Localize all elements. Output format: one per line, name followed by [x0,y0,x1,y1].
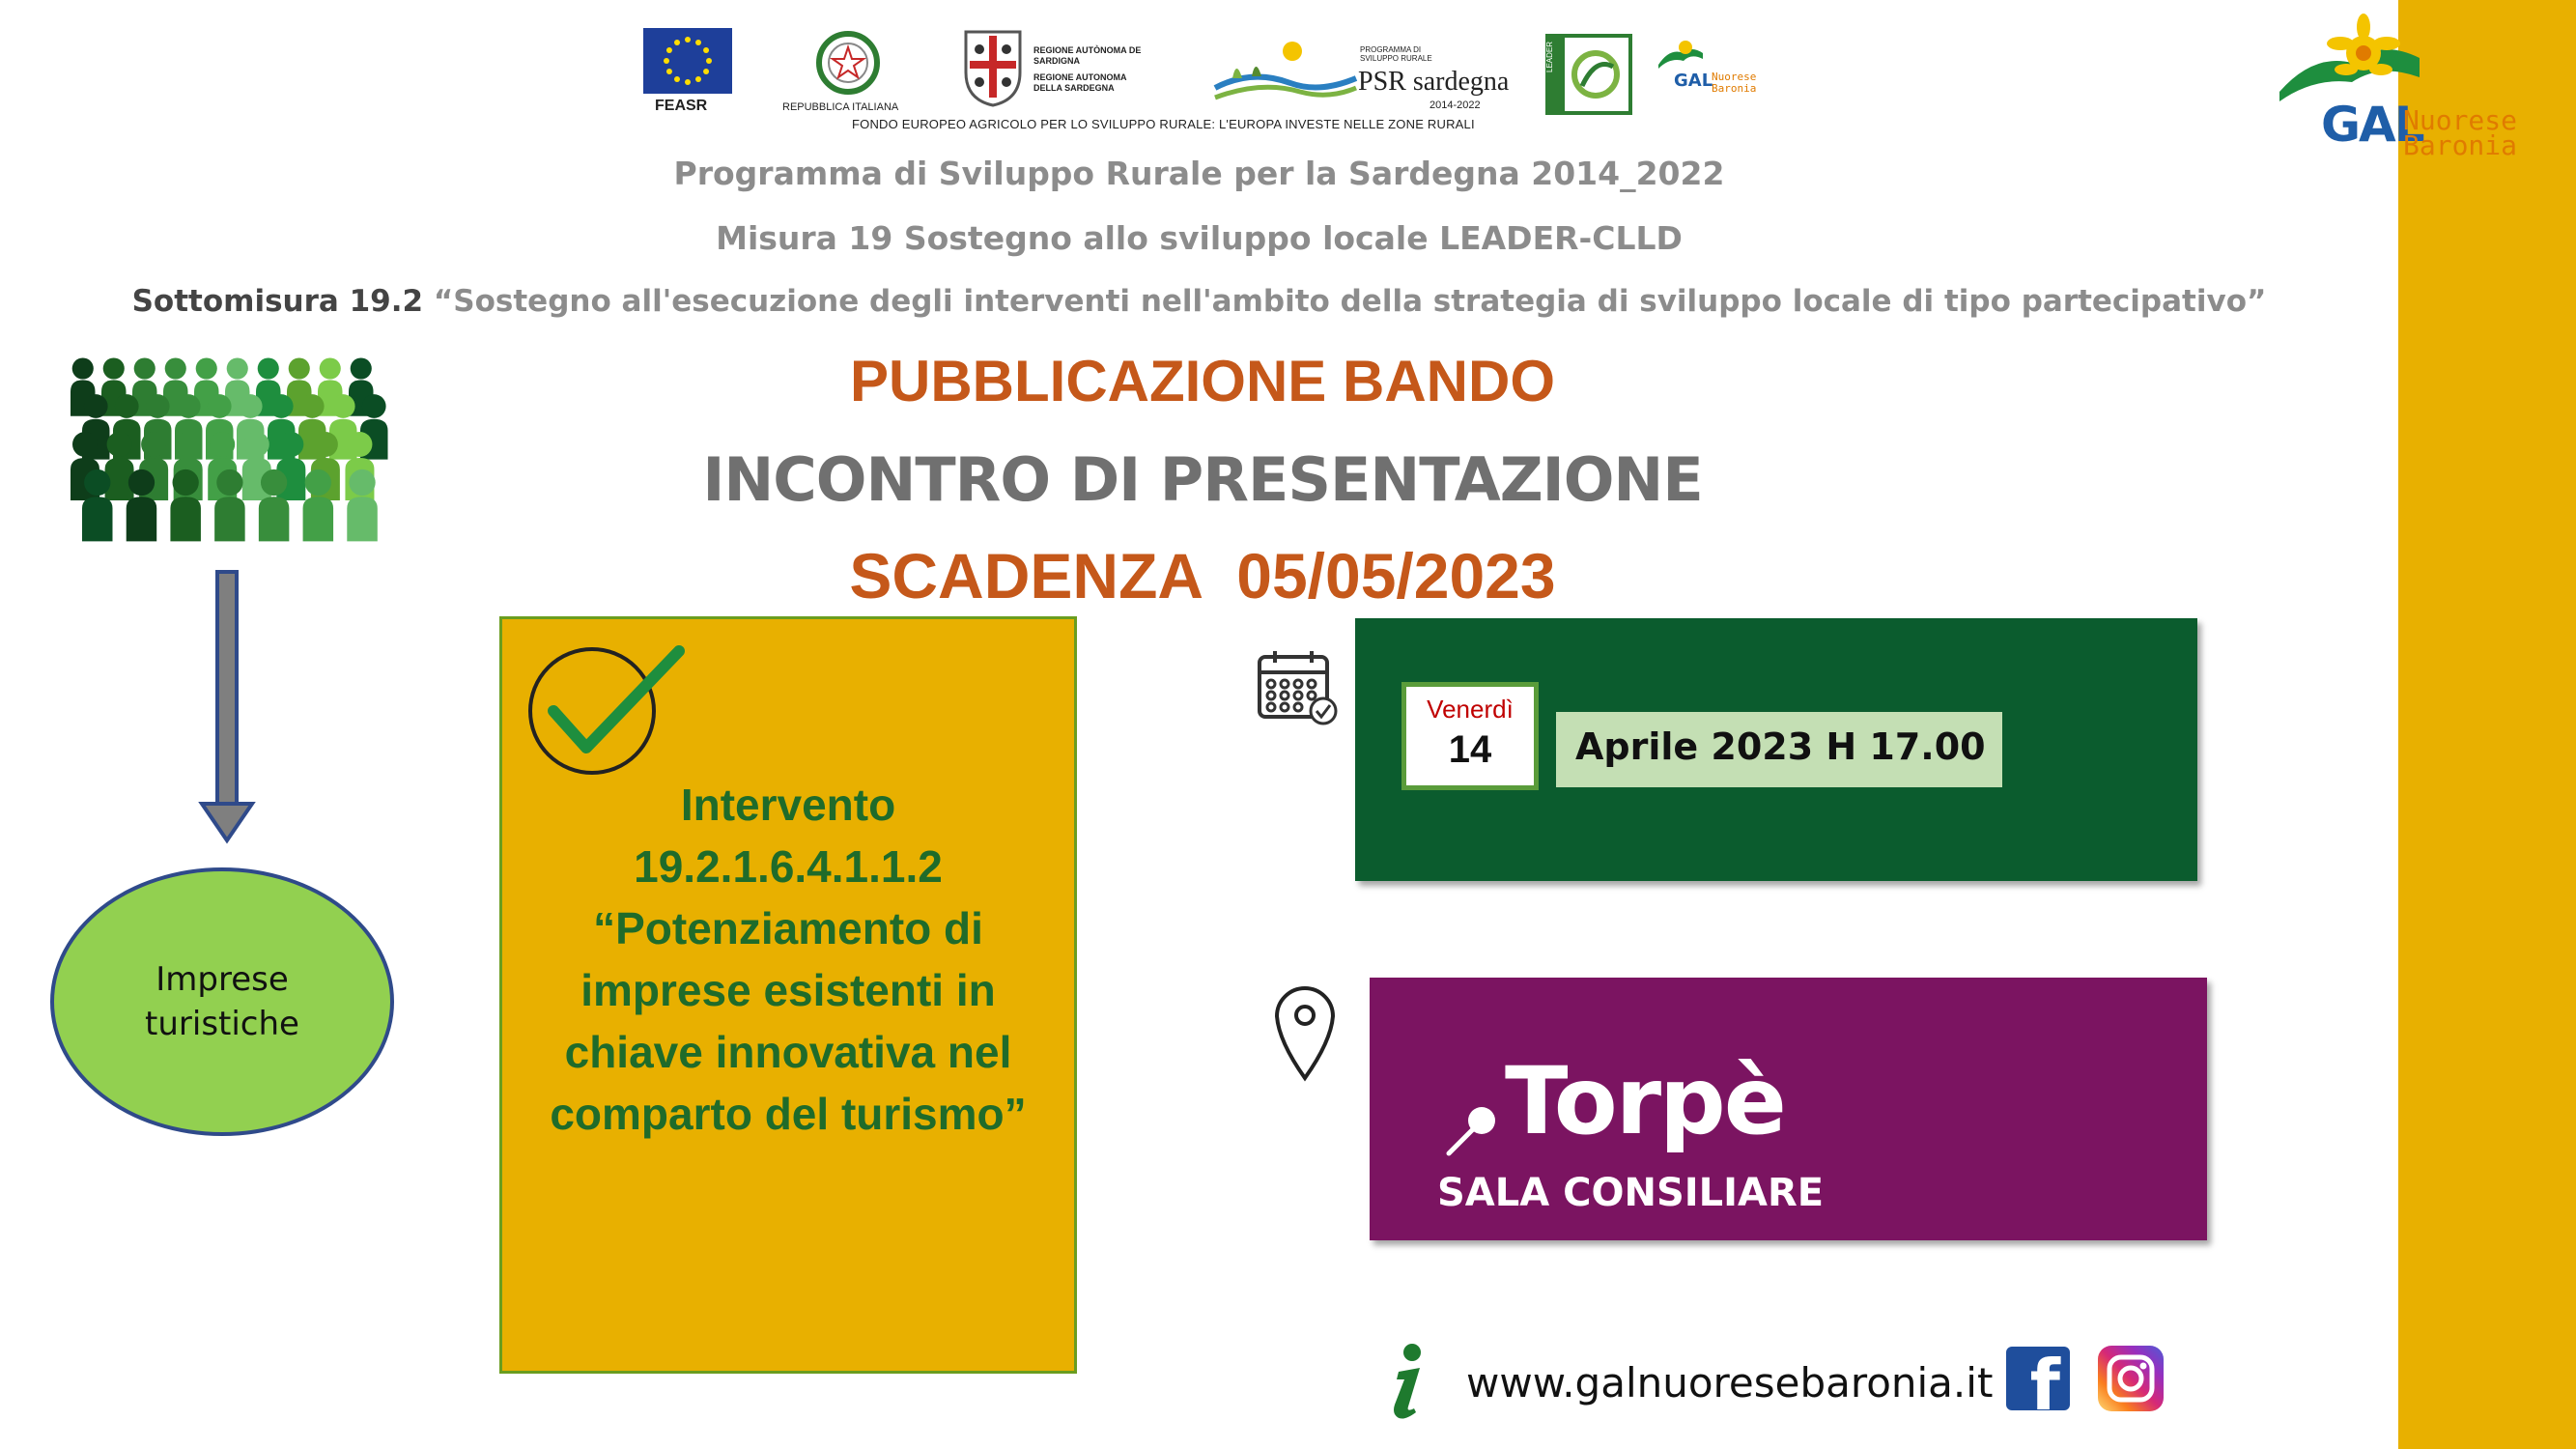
gal-small-name1: Nuorese [1712,71,1757,83]
title-incontro: INCONTRO DI PRESENTAZIONE [702,444,1703,515]
location-card [1370,978,2207,1240]
website-link[interactable]: www.galnuoresebaronia.it [1466,1359,1994,1406]
instagram-icon[interactable] [2098,1346,2164,1411]
intervento-card [499,616,1077,1374]
intervento-line-2: 19.2.1.6.4.1.1.2 [634,841,943,892]
gal-logo [2275,10,2535,161]
sardegna-emblem-icon [962,26,1024,107]
feasr-label: FEASR [655,98,708,114]
leader-logo-icon [1545,34,1632,115]
down-arrow-icon [198,570,256,845]
facebook-icon[interactable] [2006,1347,2070,1410]
date-box [1401,682,1539,790]
month-time-text: Aprile 2023 H 17.00 [1575,725,1986,768]
facebook-glyph: f [2029,1347,2060,1410]
italy-label: REPUBBLICA ITALIANA [782,101,899,113]
psr-logo-icon [1213,30,1358,111]
title-scadenza: SCADENZA 05/05/2023 [849,540,1556,611]
italy-emblem-icon [811,26,885,99]
sardegna-label-1: REGIONE AUTÒNOMA DE SARDIGNA [1033,45,1142,66]
target-ellipse [50,867,394,1136]
date-day: 14 [1448,728,1492,771]
header-line-3-prefix: Sottomisura 19.2 [131,284,424,319]
sardegna-label-2: REGIONE AUTONOMA DELLA SARDEGNA [1033,72,1127,93]
intervento-text [502,774,1074,1145]
header-line-2: Misura 19 Sostegno allo sviluppo locale LEADER-CLLD [716,219,1683,257]
info-icon [1381,1343,1431,1420]
people-crowd-icon [53,338,401,560]
intervento-line-4: imprese esistenti in [580,965,996,1015]
psr-small-label: PROGRAMMA DI SVILUPPO RURALE [1360,45,1432,63]
psr-name: PSR sardegna [1358,67,1510,97]
target-line-2: turistiche [145,1005,299,1043]
gal-small-gal: GAL [1674,71,1713,91]
header-line-3 [0,284,2398,319]
place-name: Torpè [1505,1047,1785,1155]
gal-logo-name2: Baronia [2403,129,2518,161]
month-time-box [1556,712,2002,787]
checkmark-icon [526,634,700,779]
location-pin-icon [1273,983,1337,1082]
calendar-icon [1256,649,1341,726]
gal-small-name2: Baronia [1712,82,1757,95]
fondo-text: FONDO EUROPEO AGRICOLO PER LO SVILUPPO RURALE: L'EUROPA INVESTE NELLE ZONE RURALI [852,117,1475,131]
leader-label: LEADER [1545,41,1554,72]
gal-logo-gal: GAL [2321,97,2423,153]
header-line-1: Programma di Sviluppo Rurale per la Sardegna 2014_2022 [673,155,1725,192]
gal-small-icon [1656,36,1705,74]
pushpin-icon [1443,1101,1501,1159]
psr-years: 2014-2022 [1430,99,1481,111]
side-band [2398,0,2576,1449]
intervento-line-1: Intervento [680,780,896,830]
intervento-line-6: comparto del turismo” [550,1089,1027,1139]
header-line-3-text: “Sostegno all'esecuzione degli interventi nell'ambito della strategia di sviluppo locale di tipo partecipativo” [433,284,2267,319]
target-line-1: Imprese [156,960,289,999]
intervento-line-5: chiave innovativa nel [564,1027,1012,1077]
eu-flag-icon [643,28,732,94]
gal-logo-name1: Nuorese [2403,104,2518,136]
date-weekday: Venerdì [1427,695,1514,724]
room-name: SALA CONSILIARE [1437,1171,1825,1215]
funding-logos [637,24,1777,140]
intervento-line-3: “Potenziamento di [593,903,983,953]
title-pubblicazione: PUBBLICAZIONE BANDO [850,349,1555,413]
